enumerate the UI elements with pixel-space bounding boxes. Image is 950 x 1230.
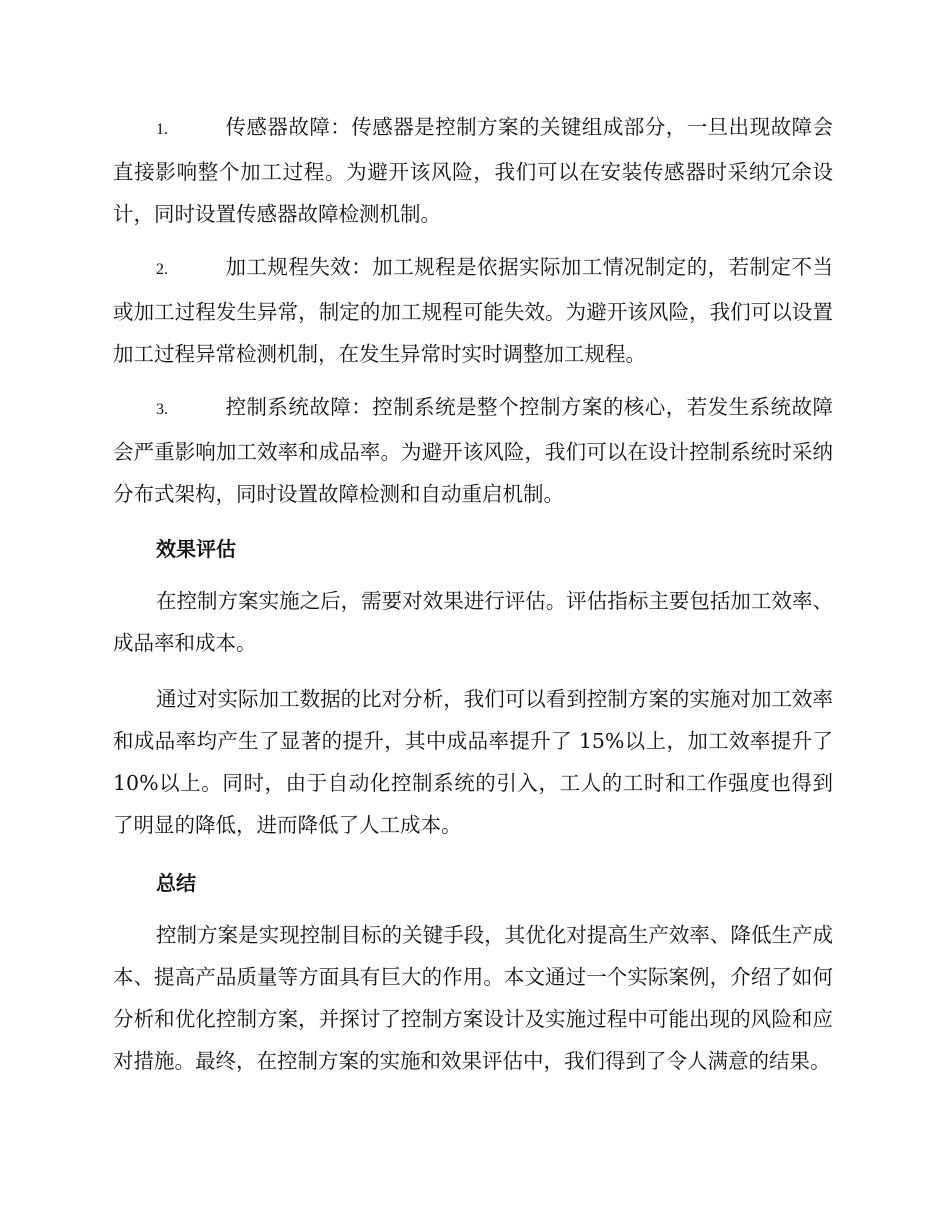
list-number: 2.: [156, 261, 168, 278]
list-item-text: 控制系统故障：控制系统是整个控制方案的核心，若发生系统故障会严重影响加工效率和成品率。为避开该风险，我们可以在设计控制系统时采纳分布式架构，同时设置故障检测和自动重启机制。: [113, 395, 833, 506]
paragraph-evaluation-2: 通过对实际加工数据的比对分析，我们可以看到控制方案的实施对加工效率和成品率均产生了显著的提升，其中成品率提升了 15%以上，加工效率提升了 10%以上。同时，由于自动化控制系统的引入，工人的工时和工作强度也得到了明显的降低，进而降低了人工成本。: [113, 687, 833, 837]
list-item-text: 加工规程失效：加工规程是依据实际加工情况制定的，若制定不当或加工过程发生异常，制定的加工规程可能失效。为避开该风险，我们可以设置加工过程异常检测机制，在发生异常时实时调整加工规程。: [113, 255, 833, 366]
list-number: 1.: [156, 121, 168, 138]
list-item-1: [113, 106, 833, 235]
paragraph-evaluation-1: 在控制方案实施之后，需要对效果进行评估。评估指标主要包括加工效率、成品率和成本。: [113, 589, 833, 655]
section-heading-summary: 总结: [156, 871, 196, 895]
list-number: 3.: [156, 401, 168, 418]
list-item-3: [113, 386, 833, 515]
list-item-text: 传感器故障：传感器是控制方案的关键组成部分，一旦出现故障会直接影响整个加工过程。为避开该风险，我们可以在安装传感器时采纳冗余设计，同时设置传感器故障检测机制。: [113, 115, 833, 226]
section-heading-evaluation: 效果评估: [156, 537, 236, 561]
list-item-2: [113, 246, 833, 375]
paragraph-summary: 控制方案是实现控制目标的关键手段，其优化对提高生产效率、降低生产成本、提高产品质量等方面具有巨大的作用。本文通过一个实际案例，介绍了如何分析和优化控制方案，并探讨了控制方案设计及实施过程中可能出现的风险和应对措施。最终，在控制方案的实施和效果评估中，我们得到了令人满意的结果。: [113, 923, 833, 1073]
